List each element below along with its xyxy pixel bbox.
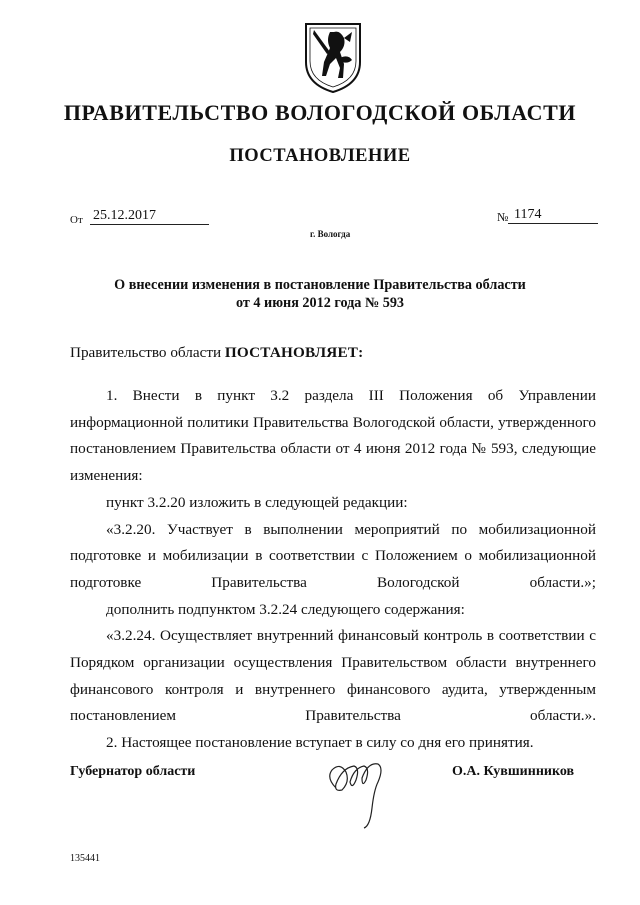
decree-keyword: ПОСТАНОВЛЯЕТ:: [224, 344, 364, 361]
city-label: г. Вологда: [310, 229, 351, 239]
paragraph-3: «3.2.20. Участвует в выполнении мероприятий по мобилизационной подготовке и мобилизации в соответствии с Положением о мобилизационной подготовке Правительства Вологодской области.»;: [70, 520, 596, 591]
document-number: 1174: [508, 207, 598, 224]
date-label: От: [70, 214, 83, 226]
signatory-position: Губернатор области: [70, 764, 196, 779]
coat-of-arms-emblem: [300, 18, 366, 94]
handwritten-signature: [320, 748, 400, 833]
document-date: 25.12.2017: [90, 208, 209, 225]
paragraph-2: пункт 3.2.20 изложить в следующей редакции:: [106, 493, 408, 511]
decree-lead: Правительство области: [70, 344, 225, 361]
document-subject: [0, 276, 640, 312]
paragraph-4: дополнить подпунктом 3.2.24 следующего содержания:: [106, 600, 465, 618]
decree-statement: [70, 344, 363, 362]
paragraph-6: 2. Настоящее постановление вступает в силу со дня его принятия.: [106, 734, 534, 752]
paragraph-1: 1. Внести в пункт 3.2 раздела III Положения об Управлении информационной политики Правительства Вологодской области, утвержденного постановлением Правительства области от 4 июня 2012 года № 593, следующие изменения:: [70, 387, 596, 485]
document-type-title: ПОСТАНОВЛЕНИЕ: [229, 146, 411, 166]
subject-line-1: О внесении изменения в постановление Правительства области: [114, 277, 526, 293]
document-code: 135441: [70, 853, 100, 864]
signatory-name: О.А. Кувшинников: [452, 764, 575, 779]
subject-line-2: от 4 июня 2012 года № 593: [235, 295, 405, 311]
document-body: [70, 383, 596, 757]
paragraph-5: «3.2.24. Осуществляет внутренний финансовый контроль в соответствии с Порядком организации осуществления Правительством области внутреннего финансового контроля и внутреннего финансового аудита, утвержденным постановлением Правительства области.».: [70, 627, 596, 725]
number-label: №: [497, 210, 509, 224]
government-title: ПРАВИТЕЛЬСТВО ВОЛОГОДСКОЙ ОБЛАСТИ: [63, 100, 577, 125]
